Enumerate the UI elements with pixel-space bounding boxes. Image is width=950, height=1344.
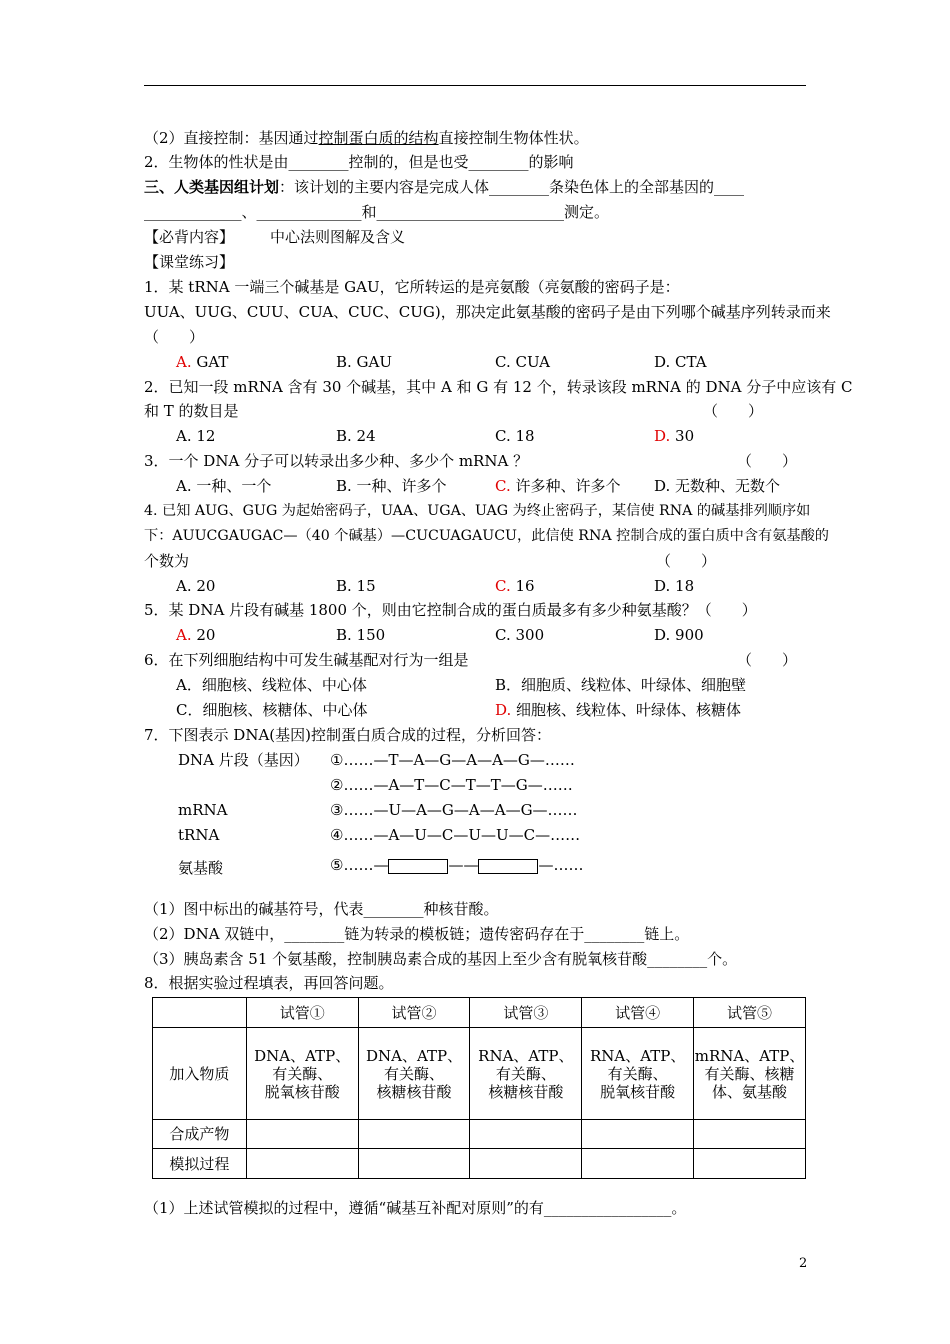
answer-cell[interactable] [246, 1149, 358, 1179]
q2-option-a: A. 12 [176, 427, 216, 445]
answer-cell[interactable] [358, 1149, 470, 1179]
q7-label-amino-acid: 氨基酸 [178, 859, 224, 877]
q3-option-c: C. 许多种、许多个 [495, 477, 621, 495]
q4-stem-1: 4. 已知 AUG、GUG 为起始密码子，UAA、UGA、UAG 为终止密码子，某信使 RNA 的碱基排列顺序如 [144, 503, 811, 519]
material-tube-2: DNA、ATP、 有关酶、 核糖核苷酸 [358, 1028, 470, 1120]
q4-option-c: C. 16 [495, 577, 535, 595]
q7-label-trna: tRNA [178, 826, 220, 844]
q2-option-b: B. 24 [336, 427, 376, 445]
header-tube-2: 试管② [358, 998, 470, 1028]
q5-stem: 5．某 DNA 片段有碱基 1800 个，则由它控制合成的蛋白质最多有多少种氨基酸？（ ） [144, 601, 757, 619]
q7-stem: 7．下图表示 DNA(基因)控制蛋白质合成的过程，分析回答： [144, 726, 552, 744]
q7-seq-4: ④……—A—U—C—U—U—C—…… [330, 826, 581, 844]
q7-seq-2: ②……—A—T—C—T—T—G—…… [330, 776, 573, 794]
q7-seq-5: ⑤……— —— —…… [330, 856, 584, 874]
q1-option-c: C. CUA [495, 353, 550, 371]
q6-answer-paren: （ ） [737, 651, 798, 669]
section-must-memorize: 【必背内容】 中心法则图解及含义 [144, 228, 406, 246]
q3-option-b: B. 一种、许多个 [336, 477, 447, 495]
row-label-process: 模拟过程 [153, 1149, 247, 1179]
table-row [153, 1120, 806, 1149]
q6-option-d: D. 细胞核、线粒体、叶绿体、核糖体 [495, 701, 742, 719]
q4-option-a: A. 20 [176, 577, 216, 595]
line-traits: 2．生物体的性状是由________控制的，但是也受________的影响 [144, 153, 574, 171]
table-row [153, 1028, 806, 1120]
q6-option-b: B．细胞质、线粒体、叶绿体、细胞壁 [495, 676, 747, 694]
amino-acid-box-1 [388, 859, 448, 874]
table-corner-cell [153, 998, 247, 1028]
q6-option-c: C．细胞核、核糖体、中心体 [176, 701, 368, 719]
q6-stem: 6．在下列细胞结构中可发生碱基配对行为一组是 [144, 651, 469, 669]
q7-sub-2: （2）DNA 双链中，________链为转录的模板链；遗传密码存在于________链上。 [144, 925, 690, 943]
q1-option-b: B. GAU [336, 353, 393, 371]
q1-stem-3: （ ） [144, 328, 205, 346]
row-label-product: 合成产物 [153, 1120, 247, 1149]
q4-option-b: B. 15 [336, 577, 376, 595]
q2-stem-2: 和 T 的数目是 [144, 402, 239, 420]
q5-option-d: D. 900 [654, 626, 704, 644]
q8-stem: 8．根据实验过程填表，再回答问题。 [144, 974, 394, 992]
page-number: 2 [799, 1256, 808, 1271]
q1-stem-2: UUA、UUG、CUU、CUA、CUC、CUG)，那决定此氨基酸的密码子是由下列哪个碱基序列转录而来 [144, 303, 831, 321]
q4-answer-paren: （ ） [656, 552, 717, 570]
header-tube-3: 试管③ [470, 998, 582, 1028]
table-header-row [153, 998, 806, 1028]
material-tube-5: mRNA、ATP、 有关酶、核糖 体、氨基酸 [694, 1028, 806, 1120]
material-tube-4: RNA、ATP、 有关酶、 脱氧核苷酸 [582, 1028, 694, 1120]
q1-stem-1: 1．某 tRNA 一端三个碱基是 GAU，它所转运的是亮氨酸（亮氨酸的密码子是： [144, 278, 680, 296]
experiment-table [152, 997, 806, 1179]
q5-option-b: B. 150 [336, 626, 386, 644]
q1-option-d: D. CTA [654, 353, 707, 371]
header-tube-1: 试管① [246, 998, 358, 1028]
q4-stem-2: 下：AUUCGAUGAC—（40 个碱基）—CUCUAGAUCU，此信使 RNA 控制合成的蛋白质中含有氨基酸的 [144, 528, 829, 544]
q4-option-d: D. 18 [654, 577, 695, 595]
q3-option-a: A. 一种、一个 [176, 477, 272, 495]
q2-answer-paren: （ ） [703, 402, 764, 420]
answer-cell[interactable] [694, 1149, 806, 1179]
header-rule [144, 85, 806, 86]
q3-option-d: D. 无数种、无数个 [654, 477, 781, 495]
material-tube-1: DNA、ATP、 有关酶、 脱氧核苷酸 [246, 1028, 358, 1120]
q7-sub-3: （3）胰岛素含 51 个氨基酸，控制胰岛素合成的基因上至少含有脱氧核苷酸________个。 [144, 950, 738, 968]
q3-stem: 3．一个 DNA 分子可以转录出多少种、多少个 mRNA ？ [144, 452, 529, 470]
answer-cell[interactable] [246, 1120, 358, 1149]
answer-cell[interactable] [470, 1149, 582, 1179]
q5-option-c: C. 300 [495, 626, 545, 644]
q2-option-d: D. 30 [654, 427, 695, 445]
answer-cell[interactable] [358, 1120, 470, 1149]
q4-stem-3: 个数为 [144, 552, 190, 570]
q6-option-a: A．细胞核、线粒体、中心体 [176, 676, 367, 694]
answer-cell[interactable] [694, 1120, 806, 1149]
section-class-practice: 【课堂练习】 [144, 253, 235, 271]
table-row [153, 1149, 806, 1179]
q2-stem-1: 2．已知一段 mRNA 含有 30 个碱基，其中 A 和 G 有 12 个，转录该段 mRNA 的 DNA 分子中应该有 C [144, 378, 853, 396]
amino-acid-box-2 [478, 859, 538, 874]
line-genome-project-cont: _____________、______________和_________________________测定。 [144, 203, 610, 221]
q7-sub-1: （1）图中标出的碱基符号，代表________种核苷酸。 [144, 900, 499, 918]
line-genome-project: 三、人类基因组计划：该计划的主要内容是完成人体________条染色体上的全部基因的____ [144, 178, 745, 196]
header-tube-5: 试管⑤ [694, 998, 806, 1028]
q5-option-a: A. 20 [176, 626, 216, 644]
answer-cell[interactable] [582, 1149, 694, 1179]
q7-label-dna: DNA 片段（基因） [178, 751, 309, 769]
q7-seq-3: ③……—U—A—G—A—A—G—…… [330, 801, 578, 819]
material-tube-3: RNA、ATP、 有关酶、 核糖核苷酸 [470, 1028, 582, 1120]
q8-sub-1: （1）上述试管模拟的过程中，遵循“碱基互补配对原则”的有_________________。 [144, 1199, 687, 1217]
answer-cell[interactable] [470, 1120, 582, 1149]
line-direct-control: （2）直接控制：基因通过控制蛋白质的结构直接控制生物体性状。 [144, 129, 589, 147]
q1-option-a: A. GAT [176, 353, 229, 371]
answer-cell[interactable] [582, 1120, 694, 1149]
q7-seq-1: ①……—T—A—G—A—A—G—…… [330, 751, 575, 769]
q3-answer-paren: （ ） [737, 452, 798, 470]
q2-option-c: C. 18 [495, 427, 535, 445]
q7-label-mrna: mRNA [178, 801, 228, 819]
header-tube-4: 试管④ [582, 998, 694, 1028]
row-label-materials: 加入物质 [153, 1028, 247, 1120]
